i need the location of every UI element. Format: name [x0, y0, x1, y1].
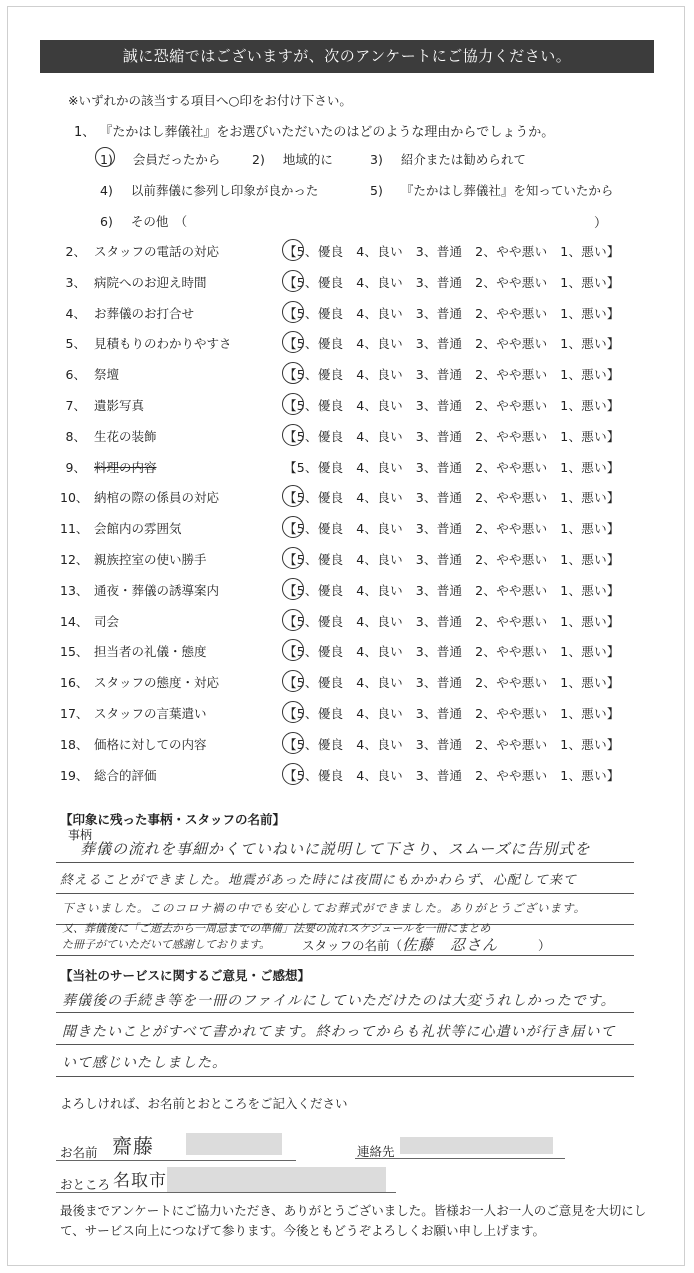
writing-line [56, 955, 634, 956]
staff-name-field[interactable] [302, 934, 551, 955]
feedback-line: 葬儀後の手続き等を一冊のファイルにしていただけたのは大変うれしかったです。 [62, 993, 616, 1009]
selection-circle [282, 516, 304, 538]
selection-circle [282, 270, 304, 292]
rating-row-label: 祭壇 [94, 367, 120, 382]
rating-row [60, 334, 660, 354]
rating-scale[interactable]: 【5、優良 4、良い 3、普通 2、やや悪い 1、悪い】 [284, 306, 620, 321]
name-label: お名前 [60, 1145, 98, 1160]
rating-row [60, 673, 660, 693]
rating-row [60, 550, 660, 570]
q1-option-label: 紹介または勧められて [400, 152, 526, 167]
question-1-text: 『たかはし葬儀社』をお選びいただいたのはどのような理由からでしょうか。 [99, 125, 555, 140]
rating-row-number: 14、 [60, 614, 89, 629]
rating-row-label: 司会 [94, 614, 120, 629]
q1-option-num: 4) [100, 183, 113, 198]
selection-circle [282, 763, 304, 785]
rating-row-label: 遺影写真 [94, 398, 145, 413]
impressions-sub-label: 事柄 [68, 828, 93, 842]
rating-scale[interactable]: 【5、優良 4、良い 3、普通 2、やや悪い 1、悪い】 [284, 275, 620, 290]
writing-line [56, 1012, 634, 1013]
rating-row [60, 273, 660, 293]
closing-message: 最後までアンケートにご協力いただき、ありがとうございました。皆様お一人お一人のご意見を大切にして、サービス向上につなげて参ります。今後ともどうぞよろしくお願い申し上げます。 [60, 1203, 647, 1238]
selection-circle [282, 609, 304, 631]
selection-circle [282, 701, 304, 723]
rating-row [60, 704, 660, 724]
rating-row-label: 病院へのお迎え時間 [94, 275, 207, 290]
staff-name-close: ） [538, 938, 551, 953]
rating-row-number: 2、 [65, 244, 86, 259]
rating-row [60, 735, 660, 755]
contact-request: よろしければ、お名前とおところをご記入ください [60, 1096, 348, 1111]
rating-row-label: 見積もりのわかりやすさ [94, 336, 232, 351]
q1-option-5[interactable] [370, 181, 613, 199]
impressions-line: 下さいました。このコロナ禍の中でも安心してお葬式ができました。ありがとうございます。 [62, 901, 587, 915]
rating-row-label: 価格に対しての内容 [94, 737, 207, 752]
selection-circle [282, 485, 304, 507]
q1-option-2[interactable] [252, 150, 333, 168]
question-1-title [74, 121, 554, 140]
q1-option-num: 3) [370, 152, 383, 167]
rating-scale[interactable]: 【5、優良 4、良い 3、普通 2、やや悪い 1、悪い】 [284, 706, 620, 721]
rating-scale[interactable]: 【5、優良 4、良い 3、普通 2、やや悪い 1、悪い】 [284, 583, 620, 598]
selection-circle [282, 362, 304, 384]
q1-option-label: 会員だったから [132, 152, 221, 167]
rating-scale[interactable]: 【5、優良 4、良い 3、普通 2、やや悪い 1、悪い】 [284, 521, 620, 536]
rating-scale[interactable]: 【5、優良 4、良い 3、普通 2、やや悪い 1、悪い】 [284, 552, 620, 567]
impressions-title: 【印象に残った事柄・スタッフの名前】 [60, 812, 286, 827]
rating-row [60, 242, 660, 262]
feedback-title: 【当社のサービスに関するご意見・ご感想】 [60, 968, 311, 983]
rating-row-number: 15、 [60, 644, 89, 659]
feedback-line: 聞きたいことがすべて書かれてます。終わってからも礼状等に心遣いが行き届いて [62, 1024, 616, 1040]
rating-row-number: 9、 [65, 460, 86, 475]
impressions-line: た冊子がていただいて感謝しております。 [62, 938, 271, 951]
rating-row-number: 18、 [60, 737, 89, 752]
rating-scale[interactable]: 【5、優良 4、良い 3、普通 2、やや悪い 1、悪い】 [284, 675, 620, 690]
phone-label: 連絡先 [357, 1144, 395, 1159]
selection-circle [282, 670, 304, 692]
rating-row-label: 会館内の雰囲気 [94, 521, 182, 536]
impressions-line: 又、葬儀後に「ご逝去から一周忌までの準備」法要の流れスケジュールを一冊にまとめ [62, 922, 491, 935]
rating-scale[interactable]: 【5、優良 4、良い 3、普通 2、やや悪い 1、悪い】 [284, 336, 620, 351]
rating-row-number: 6、 [65, 367, 86, 382]
q1-option-num: 2) [252, 152, 265, 167]
rating-row-label: お葬儀のお打合せ [94, 306, 195, 321]
rating-row-number: 4、 [65, 306, 86, 321]
rating-row [60, 396, 660, 416]
rating-row-label: スタッフの言葉遣い [94, 706, 207, 721]
q1-option-3[interactable] [370, 150, 526, 168]
q1-selection-circle [95, 147, 115, 167]
rating-row-label: 親族控室の使い勝手 [94, 552, 207, 567]
q1-other-close-paren: ） [594, 216, 608, 231]
phone-redaction [400, 1137, 553, 1154]
rating-row [60, 642, 660, 662]
rating-scale[interactable]: 【5、優良 4、良い 3、普通 2、やや悪い 1、悪い】 [284, 644, 620, 659]
q1-option-label: 『たかはし葬儀社』を知っていたから [400, 183, 614, 198]
staff-name-label: スタッフの名前（ [302, 938, 403, 953]
selection-circle [282, 578, 304, 600]
selection-circle [282, 393, 304, 415]
q1-option-label: その他 （ [130, 214, 188, 229]
rating-row-label: 総合的評価 [94, 768, 157, 783]
rating-row [60, 612, 660, 632]
name-underline[interactable] [56, 1160, 296, 1161]
rating-scale[interactable]: 【5、優良 4、良い 3、普通 2、やや悪い 1、悪い】 [284, 460, 620, 475]
rating-scale[interactable]: 【5、優良 4、良い 3、普通 2、やや悪い 1、悪い】 [284, 244, 620, 259]
impressions-line: 葬儀の流れを事細かくていねいに説明して下さり、スムーズに告別式を [80, 840, 591, 858]
rating-row-number: 12、 [60, 552, 89, 567]
writing-line [56, 893, 634, 894]
q1-option-label: 以前葬儀に参列し印象が良かった [130, 183, 319, 198]
writing-line [56, 1044, 634, 1045]
rating-row [60, 365, 660, 385]
q1-option-1[interactable] [100, 150, 220, 168]
rating-row-label: 担当者の礼儀・態度 [94, 644, 207, 659]
instruction-note: ※いずれかの該当する項目へ○印をお付け下さい。 [68, 93, 352, 108]
rating-scale[interactable]: 【5、優良 4、良い 3、普通 2、やや悪い 1、悪い】 [284, 429, 620, 444]
q1-option-num: 5) [370, 183, 383, 198]
staff-name-value: 佐藤 忍さん [402, 936, 499, 954]
rating-row-number: 19、 [60, 768, 89, 783]
rating-row-number: 16、 [60, 675, 89, 690]
rating-row-number: 5、 [65, 336, 86, 351]
rating-scale[interactable]: 【5、優良 4、良い 3、普通 2、やや悪い 1、悪い】 [284, 367, 620, 382]
rating-scale[interactable]: 【5、優良 4、良い 3、普通 2、やや悪い 1、悪い】 [284, 614, 620, 629]
q1-option-6[interactable] [100, 212, 187, 230]
name-value: 齋藤 [112, 1134, 154, 1158]
rating-row [60, 766, 660, 786]
q1-option-4[interactable] [100, 181, 318, 199]
rating-scale[interactable]: 【5、優良 4、良い 3、普通 2、やや悪い 1、悪い】 [284, 737, 620, 752]
rating-row-label: 納棺の際の係員の対応 [94, 490, 220, 505]
selection-circle [282, 331, 304, 353]
selection-circle [282, 239, 304, 261]
writing-line [56, 1076, 634, 1077]
selection-circle [282, 547, 304, 569]
rating-row-number: 7、 [65, 398, 86, 413]
rating-row-label: 生花の装飾 [94, 429, 157, 444]
address-underline[interactable] [56, 1192, 396, 1193]
rating-row [60, 427, 660, 447]
selection-circle [282, 301, 304, 323]
rating-row [60, 581, 660, 601]
q1-option-num: 6) [100, 214, 113, 229]
q1-option-label: 地域的に [282, 152, 333, 167]
selection-circle [282, 424, 304, 446]
rating-row-label: 料理の内容 [94, 460, 157, 475]
question-1-number: 1、 [74, 125, 96, 140]
writing-line [56, 862, 634, 863]
rating-row-label: スタッフの電話の対応 [94, 244, 220, 259]
survey-header: 誠に恐縮ではございますが、次のアンケートにご協力ください。 [40, 40, 654, 73]
rating-row-number: 17、 [60, 706, 89, 721]
rating-row-number: 3、 [65, 275, 86, 290]
q1-option-num: 1) [100, 152, 113, 167]
address-redaction [167, 1167, 386, 1193]
rating-row [60, 458, 660, 478]
selection-circle [282, 639, 304, 661]
address-label: おところ [60, 1177, 111, 1192]
rating-scale[interactable]: 【5、優良 4、良い 3、普通 2、やや悪い 1、悪い】 [284, 490, 620, 505]
rating-scale[interactable]: 【5、優良 4、良い 3、普通 2、やや悪い 1、悪い】 [284, 398, 620, 413]
feedback-line: いて感じいたしました。 [62, 1055, 227, 1071]
rating-row-number: 13、 [60, 583, 89, 598]
rating-row-label: 通夜・葬儀の誘導案内 [94, 583, 220, 598]
rating-row-number: 10、 [60, 490, 89, 505]
rating-row-label: スタッフの態度・対応 [94, 675, 220, 690]
rating-row [60, 304, 660, 324]
rating-row-number: 11、 [60, 521, 89, 536]
rating-scale[interactable]: 【5、優良 4、良い 3、普通 2、やや悪い 1、悪い】 [284, 768, 620, 783]
name-redaction [186, 1133, 282, 1155]
address-value: 名取市 [113, 1171, 167, 1191]
rating-row [60, 519, 660, 539]
rating-row-number: 8、 [65, 429, 86, 444]
selection-circle [282, 732, 304, 754]
impressions-line: 終えることができました。地震があった時には夜間にもかかわらず、心配して来て [60, 873, 577, 888]
rating-row [60, 488, 660, 508]
phone-underline[interactable] [355, 1158, 565, 1159]
